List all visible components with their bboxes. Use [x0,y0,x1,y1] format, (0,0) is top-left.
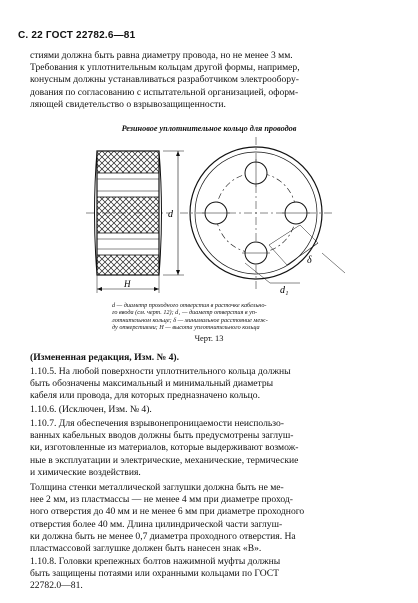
legend-line: d — диаметр проходного отверстия в расточке кабельно- [112,302,267,309]
dimension-label-h: H [124,279,131,289]
text-line: конусным должны устанавливаться разработчиком электрообору- [30,74,299,86]
text-line: и химические воздействия. [30,466,141,478]
text-line: ляющей свидетельство о взрывозащищенности. [30,98,226,110]
text-line: дования по согласованию с испытательной организацией, оформ- [30,86,299,98]
paragraph-1-10-6: 1.10.6. (Исключен, Изм. № 4). [30,404,152,415]
page-header: С. 22 ГОСТ 22782.6—81 [18,30,136,41]
text-line: 1.10.8. Головки крепежных болтов нажимной муфты должны [30,556,281,567]
dimension-label-d1: d₁ [280,285,289,296]
dimension-label-delta: δ [307,255,312,266]
text-line: отверстия более 40 мм. Длина цилиндрической части заглуш- [30,518,283,530]
text-line: 1.10.5. На любой поверхности уплотнительного кольца должны [30,366,291,377]
legend-line: го ввода (см. черт. 12); d₁ — диаметр отверстия в уп- [112,309,258,317]
paragraph-1-10-8 [30,556,395,593]
text-line: ки, изготовленные из материалов, которые выдерживают возмож- [30,442,299,454]
text-line: пластмассовой заглушке должен быть нанесен знак «В». [30,543,262,555]
ring-section-view [86,151,170,293]
text-line: ванных кабельных вводов должны быть предусмотрены заглуш- [30,430,294,442]
hatched-section-middle [97,197,159,233]
text-line: ного отверстия до 40 мм и не менее 6 мм при диаметре проходного [30,506,305,518]
text-line: ки должна быть не менее 0,7 диаметра проходного отверстия. На [30,530,296,542]
legend-line: ду отверстиями; H — высота уплотнительного кольца [112,324,260,332]
text-line: быть защищены потаями или охранными кольцами по ГОСТ [30,568,280,580]
text-line: Толщина стенки металлической заглушки должна быть не ме- [30,482,284,493]
paragraph-1-10-5 [30,366,395,403]
figure-legend [112,302,322,332]
amendment-note: (Измененная редакция, Изм. № 4). [30,352,180,363]
plug-thickness-paragraph [30,482,395,555]
figure-title: Резиновое уплотнительное кольцо для проводов [121,124,297,133]
text-line: нее 2 мм, из пластмассы — не менее 4 мм при диаметре проход- [30,494,294,506]
hatched-section-bottom [97,255,159,275]
text-line: стиями должна быть равна диаметру провода, но не менее 3 мм. [30,50,293,61]
text-line: 22782.0—81. [30,580,83,592]
text-line: Требования к уплотнительным кольцам другой формы, например, [30,62,300,74]
figure-caption: Черт. 13 [194,334,224,343]
text-line: ные в эксплуатации и электрические, механические, термические [30,454,299,466]
intro-paragraph [30,50,395,111]
ring-plan-view [180,137,345,296]
text-line: быть обозначены максимальный и минимальный диаметры [30,378,274,390]
text-line: кабеля или провода, для которых предназначено кольцо. [30,390,260,402]
legend-line: лотнительном кольце; δ — минимальное расстояние меж- [112,316,268,324]
dimension-label-d: d [168,209,173,220]
paragraph-1-10-7 [30,418,395,479]
hatched-section-top [97,151,159,173]
text-line: 1.10.7. Для обеспечения взрывонепроницаемости неиспользо- [30,418,284,429]
figure-drawing [0,133,418,303]
